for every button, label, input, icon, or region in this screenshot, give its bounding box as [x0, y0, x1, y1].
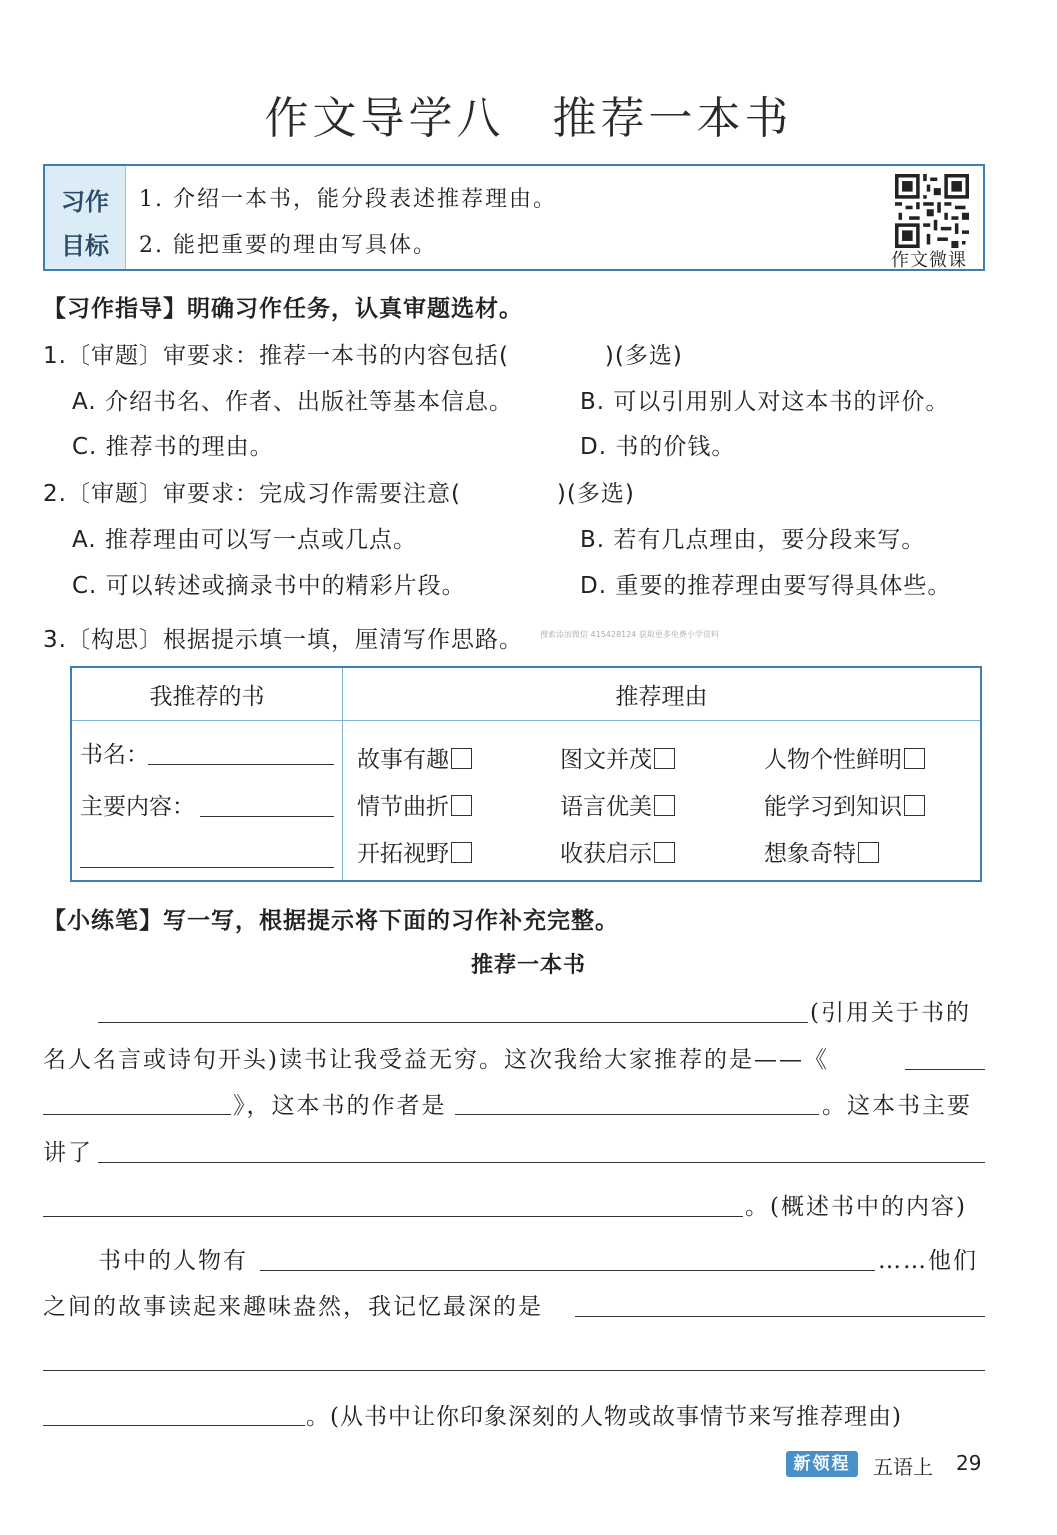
reason-option[interactable]: [357, 835, 472, 868]
writing-goals-box: [43, 164, 985, 271]
question-1-option-b: B. 可以引用别人对这本书的评价。: [580, 389, 950, 415]
reason-option[interactable]: [764, 741, 925, 774]
essay-line-6-tail: ……他们: [878, 1248, 978, 1274]
watermark-text: 搜索添加微信 415428124 获取更多免费小学资料: [540, 630, 719, 639]
book-name-blank[interactable]: [148, 764, 334, 765]
main-content-blank-1[interactable]: [200, 816, 334, 817]
checkbox[interactable]: [451, 748, 472, 769]
essay-blank-summary-1[interactable]: [98, 1162, 985, 1163]
reason-label: 故事有趣: [357, 747, 449, 773]
reason-option[interactable]: [764, 835, 879, 868]
essay-line-6-head: 书中的人物有: [98, 1248, 248, 1274]
question-2-option-a: A. 推荐理由可以写一点或几点。: [72, 527, 417, 553]
goals-label: [45, 166, 126, 269]
question-2-option-b: B. 若有几点理由，要分段来写。: [580, 527, 926, 553]
essay-blank-summary-2[interactable]: [43, 1216, 743, 1217]
essay-blank-opening[interactable]: [98, 1022, 808, 1023]
reason-option[interactable]: [357, 741, 472, 774]
essay-line-1-tail: (引用关于书的: [810, 1000, 971, 1026]
plan-header-reasons: 推荐理由: [343, 667, 982, 721]
reason-option[interactable]: [357, 788, 472, 821]
essay-line-2: 名人名言或诗句开头)读书让我受益无穷。这次我给大家推荐的是——《: [43, 1047, 829, 1073]
checkbox[interactable]: [654, 842, 675, 863]
brand-badge: 新领程: [786, 1451, 858, 1477]
checkbox[interactable]: [451, 795, 472, 816]
practice-heading: 【小练笔】写一写，根据提示将下面的习作补充完整。: [43, 908, 619, 934]
page-title: 作文导学八 推荐一本书: [264, 93, 793, 144]
essay-line-5-tail: 。(概述书中的内容): [745, 1194, 967, 1220]
essay-blank-memory-1[interactable]: [575, 1316, 985, 1317]
reason-option[interactable]: [560, 788, 675, 821]
question-3-stem: 3.〔构思〕根据提示填一填，厘清写作思路。: [43, 627, 523, 653]
reason-option[interactable]: [560, 835, 675, 868]
question-1-option-a: A. 介绍书名、作者、出版社等基本信息。: [72, 389, 513, 415]
page-number: 29: [956, 1451, 982, 1475]
plan-header-book: 我推荐的书: [71, 667, 343, 721]
question-1-option-d: D. 书的价钱。: [580, 434, 736, 460]
checkbox[interactable]: [858, 842, 879, 863]
goals-label-line-2: 目标: [61, 232, 109, 260]
essay-line-4: 讲了: [43, 1140, 93, 1166]
main-content-blank-2[interactable]: [80, 867, 334, 868]
guide-heading: 【习作指导】明确习作任务，认真审题选材。: [43, 296, 523, 322]
essay-blank-memory-3[interactable]: [43, 1425, 305, 1426]
question-2-option-c: C. 可以转述或摘录书中的精彩片段。: [72, 573, 466, 599]
reason-label: 语言优美: [560, 794, 652, 820]
question-2-stem: 2.〔审题〕审要求：完成习作需要注意( )(多选): [43, 481, 635, 507]
essay-line-7: 之间的故事读起来趣味盎然，我记忆最深的是: [43, 1294, 543, 1320]
checkbox[interactable]: [451, 842, 472, 863]
reason-label: 情节曲折: [357, 794, 449, 820]
goals-label-line-1: 习作: [61, 188, 109, 216]
reason-option[interactable]: [764, 788, 925, 821]
essay-blank-book-title-a[interactable]: [905, 1069, 985, 1070]
qr-caption: 作文微课: [891, 250, 967, 271]
main-content-label: 主要内容：: [80, 794, 195, 820]
essay-line-9-tail: 。(从书中让你印象深刻的人物或故事情节来写推荐理由): [306, 1404, 902, 1430]
book-name-label: 书名：: [80, 742, 149, 768]
essay-line-3-tail: 。这本书主要: [822, 1093, 972, 1119]
footer-subject: 五语上: [873, 1455, 933, 1479]
reason-option[interactable]: [560, 741, 675, 774]
reason-label: 想象奇特: [764, 841, 856, 867]
question-2-option-d: D. 重要的推荐理由要写得具体些。: [580, 573, 952, 599]
essay-line-3-mid: 》，这本书的作者是: [233, 1093, 447, 1119]
checkbox[interactable]: [654, 795, 675, 816]
checkbox[interactable]: [904, 795, 925, 816]
reason-label: 开拓视野: [357, 841, 449, 867]
essay-title: 推荐一本书: [470, 953, 586, 978]
goal-item-2: 2. 能把重要的理由写具体。: [139, 233, 437, 258]
essay-blank-characters[interactable]: [260, 1270, 875, 1271]
reason-label: 能学习到知识: [764, 794, 902, 820]
qr-code-icon[interactable]: [895, 174, 969, 248]
question-1-option-c: C. 推荐书的理由。: [72, 434, 274, 460]
essay-blank-book-title-b[interactable]: [43, 1114, 231, 1115]
question-1-stem: 1.〔审题〕审要求：推荐一本书的内容包括( )(多选): [43, 343, 683, 369]
reason-label: 人物个性鲜明: [764, 747, 902, 773]
essay-blank-author[interactable]: [455, 1114, 819, 1115]
goal-item-1: 1. 介绍一本书，能分段表述推荐理由。: [139, 187, 557, 212]
checkbox[interactable]: [654, 748, 675, 769]
reason-label: 收获启示: [560, 841, 652, 867]
reason-label: 图文并茂: [560, 747, 652, 773]
essay-blank-memory-2[interactable]: [43, 1370, 985, 1371]
checkbox[interactable]: [904, 748, 925, 769]
